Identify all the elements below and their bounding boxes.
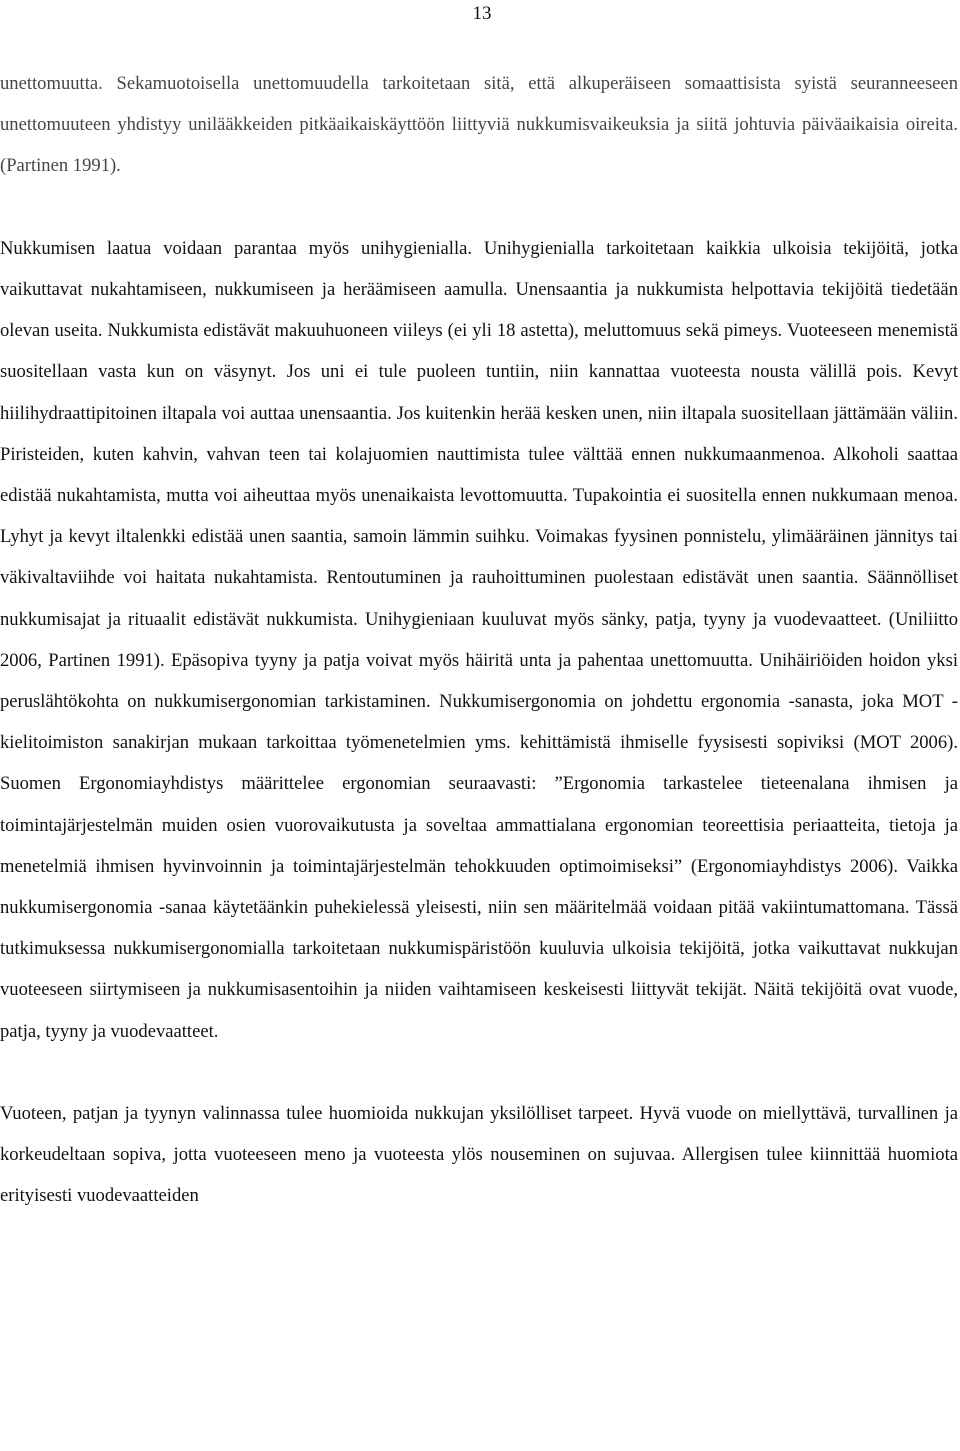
page-number: 13 (472, 3, 492, 24)
paragraph-bed-selection: Vuoteen, patjan ja tyynyn valinnassa tulee huomioida nukkujan yksilölliset tarpeet. Hyvä vuode on miellyttävä, turvallinen ja korkeudeltaan sopiva, jotta vuoteeseen meno ja vuoteesta ylös nouseminen on sujuvaa. Allergisen tulee kiinnittää huomiota erityisesti vuodevaatteiden (0, 1103, 958, 1207)
document-body (0, 63, 958, 1217)
paragraph-sleep-hygiene: Nukkumisen laatua voidaan parantaa myös unihygienialla. Unihygienialla tarkoitetaan kaikkia ulkoisia tekijöitä, jotka vaikuttavat nukahtamiseen, nukkumiseen ja heräämiseen aamulla. Unensaantia ja nukkumista helpottavia tekijöitä tiedetään olevan useita. Nukkumista edistävät makuuhuoneen viileys (ei yli 18 astetta), meluttomuus sekä pimeys. Vuoteeseen menemistä suositellaan vasta kun on väsynyt. Jos uni ei tule puoleen tuntiin, niin kannattaa vuoteesta nousta välillä pois. Kevyt hiilihydraattipitoinen iltapala voi auttaa unensaantia. Jos kuitenkin herää kesken unen, niin iltapala suositellaan jättämään väliin. Piristeiden, kuten kahvin, vahvan teen tai kolajuomien nauttimista tulee välttää ennen nukkumaanmenoa. Alkoholi saattaa edistää nukahtamista, mutta voi aiheuttaa myös unenaikaista levottomuutta. Tupakointia ei suositella ennen nukkumaan menoa. Lyhyt ja kevyt iltalenkki edistää unen saantia, samoin lämmin suihku. Voimakas fyysinen ponnistelu, ylimääräinen jännitys tai väkivaltaviihde voi haitata nukahtamista. Rentoutuminen ja rauhoittuminen puolestaan edistävät unen saantia. Säännölliset nukkumisajat ja rituaalit edistävät nukkumista. Unihygieniaan kuuluvat myös sänky, patja, tyyny ja vuodevaatteet. (Uniliitto 2006, Partinen 1991). Epäsopiva tyyny ja patja voivat myös häiritä unta ja pahentaa unettomuutta. Unihäiriöiden hoidon yksi peruslähtökohta on nukkumisergonomian tarkistaminen. Nukkumisergonomia on johdettu ergonomia -sanasta, joka MOT -kielitoimiston sanakirjan mukaan tarkoittaa työmenetelmien yms. kehittämistä ihmiselle fyysisesti sopiviksi (MOT 2006). Suomen Ergonomiayhdistys määrittelee ergonomian seuraavasti: ”Ergonomia tarkastelee tieteenalana ihmisen ja toimintajärjestelmän muiden osien vuorovaikutusta ja soveltaa ammattialana ergonomian teoreettisia periaatteita, tietoja ja menetelmiä ihmisen hyvinvoinnin ja toimintajärjestelmän tehokkuuden optimoimiseksi” (Ergonomiayhdistys 2006). Vaikka nukkumisergonomia -sanaa käytetäänkin puhekielessä yleisesti, niin sen määritelmää voidaan pitää vakiintumattomana. Tässä tutkimuksessa nukkumisergonomialla tarkoitetaan nukkumispäristöön kuuluvia ulkoisia tekijöitä, jotka vaikuttavat nukkujan vuoteeseen siirtymiseen ja nukkumisasentoihin ja niiden vaihtamiseen keskeisesti liittyvät tekijät. Näitä tekijöitä ovat vuode, patja, tyyny ja vuodevaatteet. (0, 237, 958, 1042)
paragraph-sleep-types: unettomuutta. Sekamuotoisella unettomuudella tarkoitetaan sitä, että alkuperäiseen somaattisista syistä seuranneeseen unettomuuteen yhdistyy unilääkkeiden pitkäaikaiskäyttöön liittyviä nukkumisvaikeuksia ja siitä johtuvia päiväaikaisia oireita. (Partinen 1991). (0, 73, 958, 177)
